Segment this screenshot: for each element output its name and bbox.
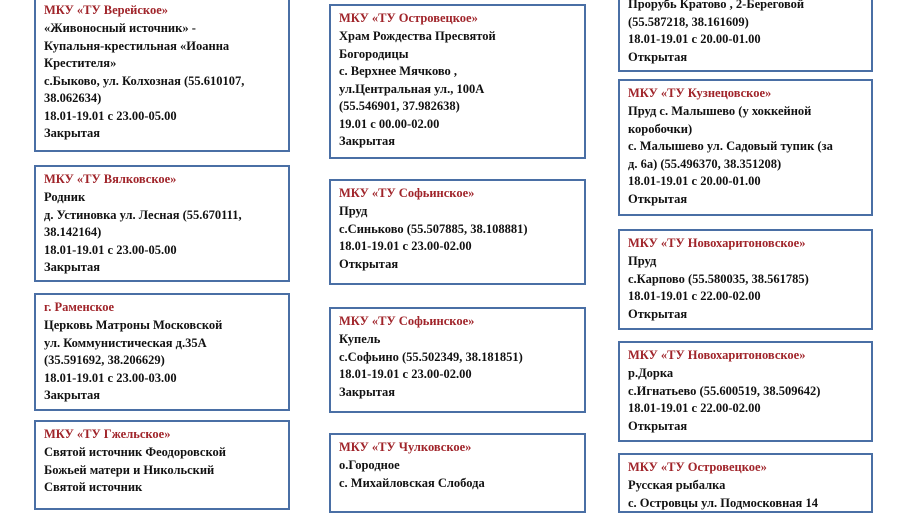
card-line: Храм Рождества Пресвятой: [339, 29, 496, 43]
card-title: МКУ «ТУ Островецкое»: [339, 11, 478, 25]
card-line: с. Островцы ул. Подмосковная 14: [628, 495, 818, 510]
card-line: Пруд с. Малышево (у хоккейной: [628, 104, 812, 118]
card-line: с.Софьино (55.502349, 38.181851): [339, 349, 523, 364]
card-line: ул.Центральная ул., 100А: [339, 81, 485, 96]
location-card-chulkovskoe: [329, 433, 586, 513]
card-line: с.Быково, ул. Колхозная (55.610107,: [44, 73, 245, 88]
card-title: МКУ «ТУ Софьинское»: [339, 186, 475, 200]
card-line: Закрытая: [44, 260, 101, 274]
card-title: МКУ «ТУ Новохаритоновское»: [628, 236, 806, 250]
card-line: 38.062634): [44, 91, 102, 105]
location-card-vereyskoe: [34, 0, 290, 152]
card-title: МКУ «ТУ Вялковское»: [44, 172, 177, 186]
card-line: (55.587218, 38.161609): [628, 14, 749, 29]
card-line: 18.01-19.01 с 22.00-02.00: [628, 401, 761, 415]
card-line: 19.01 с 00.00-02.00: [339, 116, 440, 131]
card-line: Божьей матери и Никольский: [44, 462, 215, 477]
card-line: Закрытая: [339, 384, 396, 399]
card-line: Пруд: [628, 254, 657, 268]
card-line: «Живоносный источник» -: [44, 21, 196, 35]
card-line: д. Устиновка ул. Лесная (55.670111,: [44, 207, 242, 222]
card-line: Закрытая: [339, 134, 396, 148]
location-card-ramenskoe: [34, 293, 290, 411]
card-line: Крестителя»: [44, 56, 117, 70]
card-line: (35.591692, 38.206629): [44, 353, 165, 367]
card-line: Открытая: [628, 418, 688, 433]
card-title: г. Раменское: [44, 300, 115, 314]
card-title: МКУ «ТУ Гжельское»: [44, 427, 171, 441]
card-line: д. 6а) (55.496370, 38.351208): [628, 156, 782, 171]
card-line: 38.142164): [44, 225, 102, 239]
card-title: МКУ «ТУ Верейское»: [44, 3, 169, 17]
card-line: Церковь Матроны Московской: [44, 318, 223, 332]
card-line: с. Верхнее Мячково ,: [339, 64, 458, 78]
location-card-kratovo: [618, 0, 873, 72]
card-line: 18.01-19.01 с 23.00-05.00: [44, 108, 177, 123]
card-line: коробочки): [628, 121, 693, 136]
card-line: 18.01-19.01 с 23.00-02.00: [339, 239, 472, 253]
card-line: Пруд: [339, 204, 368, 218]
card-line: Закрытая: [44, 388, 101, 402]
card-line: Купальня-крестильная «Иоанна: [44, 38, 230, 53]
card-title: МКУ «ТУ Кузнецовское»: [628, 86, 772, 100]
card-line: 18.01-19.01 с 22.00-02.00: [628, 289, 761, 303]
card-line: с.Игнатьево (55.600519, 38.509642): [628, 383, 821, 398]
card-line: Святой источник: [44, 480, 143, 494]
card-line: с.Карпово (55.580035, 38.561785): [628, 271, 809, 286]
card-line: 18.01-19.01 с 23.00-02.00: [339, 367, 472, 381]
card-line: Купель: [339, 332, 381, 346]
card-line: Открытая: [628, 306, 688, 321]
card-line: Святой источник Феодоровской: [44, 445, 226, 459]
location-card-novokharitonovskoe-karpovo: [618, 229, 873, 330]
card-line: Открытая: [339, 256, 399, 271]
location-card-novokharitonovskoe-dorka: [618, 341, 873, 442]
location-card-gzhelskoe: [34, 420, 290, 510]
card-line: р.Дорка: [628, 366, 674, 380]
card-line: 18.01-19.01 с 23.00-03.00: [44, 370, 177, 385]
card-line: 18.01-19.01 с 20.00-01.00: [628, 174, 761, 188]
location-card-kuznetsovskoe: [618, 79, 873, 216]
card-line: о.Городное: [339, 458, 400, 472]
card-line: Открытая: [628, 191, 688, 206]
card-line: ул. Коммунистическая д.35А: [44, 335, 207, 350]
card-line: Открытая: [628, 49, 688, 64]
card-line: 18.01-19.01 с 23.00-05.00: [44, 242, 177, 257]
location-card-sofyinskoe-pond: [329, 179, 586, 285]
location-card-ostrovetskoe-church: [329, 4, 586, 159]
card-line: с. Михайловская Слобода: [339, 475, 485, 490]
card-line: с. Малышево ул. Садовый тупик (за: [628, 139, 833, 153]
location-card-sofyinskoe-font: [329, 307, 586, 413]
card-line: 18.01-19.01 с 20.00-01.00: [628, 32, 761, 46]
card-line: (55.546901, 37.982638): [339, 99, 460, 113]
card-title: МКУ «ТУ Новохаритоновское»: [628, 348, 806, 362]
card-line: Прорубь Кратово , 2-Береговой: [628, 0, 805, 11]
card-line: Русская рыбалка: [628, 478, 726, 492]
location-card-vyalkovskoe: [34, 165, 290, 282]
card-title: МКУ «ТУ Островецкое»: [628, 460, 767, 474]
card-line: с.Синьково (55.507885, 38.108881): [339, 221, 528, 236]
card-line: Закрытая: [44, 126, 101, 140]
card-title: МКУ «ТУ Софьинское»: [339, 314, 475, 328]
location-card-ostrovetskoe-fishing: [618, 453, 873, 513]
card-line: Родник: [44, 190, 86, 204]
card-line: Богородицы: [339, 46, 409, 61]
card-title: МКУ «ТУ Чулковское»: [339, 440, 472, 454]
